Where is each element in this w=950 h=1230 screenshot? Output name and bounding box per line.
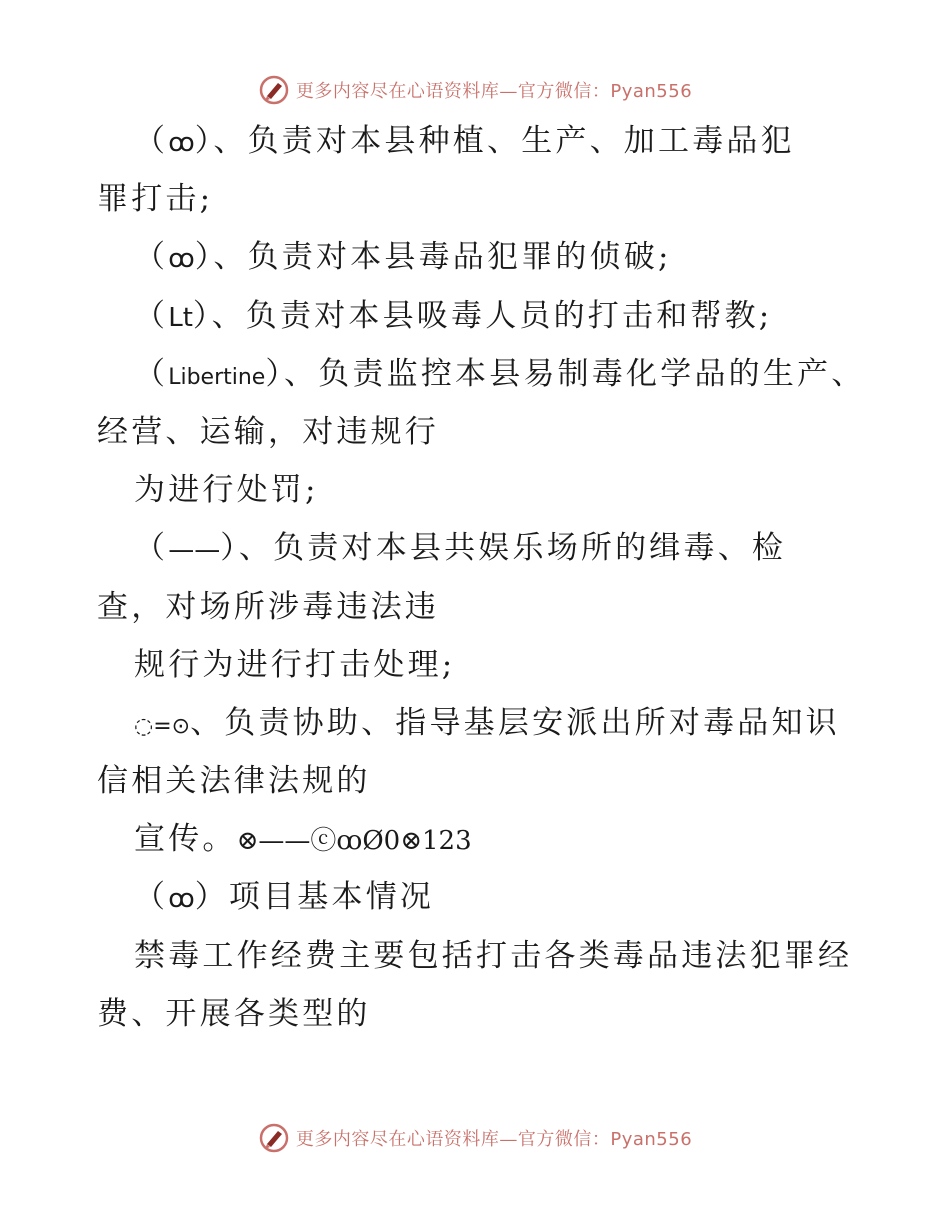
paragraph-line: （ꝏ）项目基本情况 xyxy=(134,879,435,916)
garbled-tail: ⊗——ⓒꝏØ0⊗123 xyxy=(236,826,472,857)
footer-watermark xyxy=(0,1118,950,1158)
paragraph-line: 宣传。⊗——ⓒꝏØ0⊗123 xyxy=(134,821,472,858)
ornament-symbol: ꝏ xyxy=(168,128,195,158)
watermark-text: 更多内容尽在心语资料库—官方微信：Pyan556 xyxy=(295,81,693,102)
pen-logo-icon xyxy=(258,74,290,106)
ornament-symbol: ꝏ xyxy=(168,244,195,275)
paragraph-line: 经营、运输，对违规行 xyxy=(97,413,439,450)
paragraph-line: ◌=⊙、负责协助、指导基层安派出所对毒品知识 xyxy=(134,704,840,741)
document-body xyxy=(97,112,866,1043)
paragraph-line: 禁毒工作经费主要包括打击各类毒品违法犯罪经 xyxy=(134,937,853,974)
dash-symbol: —— xyxy=(168,535,221,566)
ornament-symbol: ◌=⊙ xyxy=(134,713,191,739)
paragraph-line: 费、开展各类型的 xyxy=(97,995,371,1032)
paragraph-line: 查，对场所涉毒违法违 xyxy=(97,588,439,625)
paragraph-line: 规行为进行打击处理; xyxy=(134,646,456,683)
paragraph-line: 信相关法律法规的 xyxy=(97,763,371,800)
paragraph-line: （ꝏ）、负责对本县毒品犯罪的侦破; xyxy=(134,239,672,276)
paragraph-line: 为进行处罚; xyxy=(134,472,319,509)
paragraph-line: 罪打击; xyxy=(97,181,214,218)
ligature-symbol: Lt xyxy=(168,302,193,333)
ligature-symbol: Libertine xyxy=(168,364,266,390)
paragraph-line: （Libertine）、负责监控本县易制毒化学品的生产、 xyxy=(134,355,866,392)
watermark-text: 更多内容尽在心语资料库—官方微信：Pyan556 xyxy=(295,1129,693,1150)
ornament-symbol: ꝏ xyxy=(168,884,195,915)
paragraph-line: （——）、负责对本县共娱乐场所的缉毒、检 xyxy=(134,530,787,567)
pen-logo-icon xyxy=(258,1122,290,1154)
paragraph-line: （Lt）、负责对本县吸毒人员的打击和帮教; xyxy=(134,297,773,334)
header-watermark xyxy=(0,70,950,110)
paragraph-line: （ꝏ）、负责对本县种植、生产、加工毒品犯 xyxy=(134,123,795,159)
